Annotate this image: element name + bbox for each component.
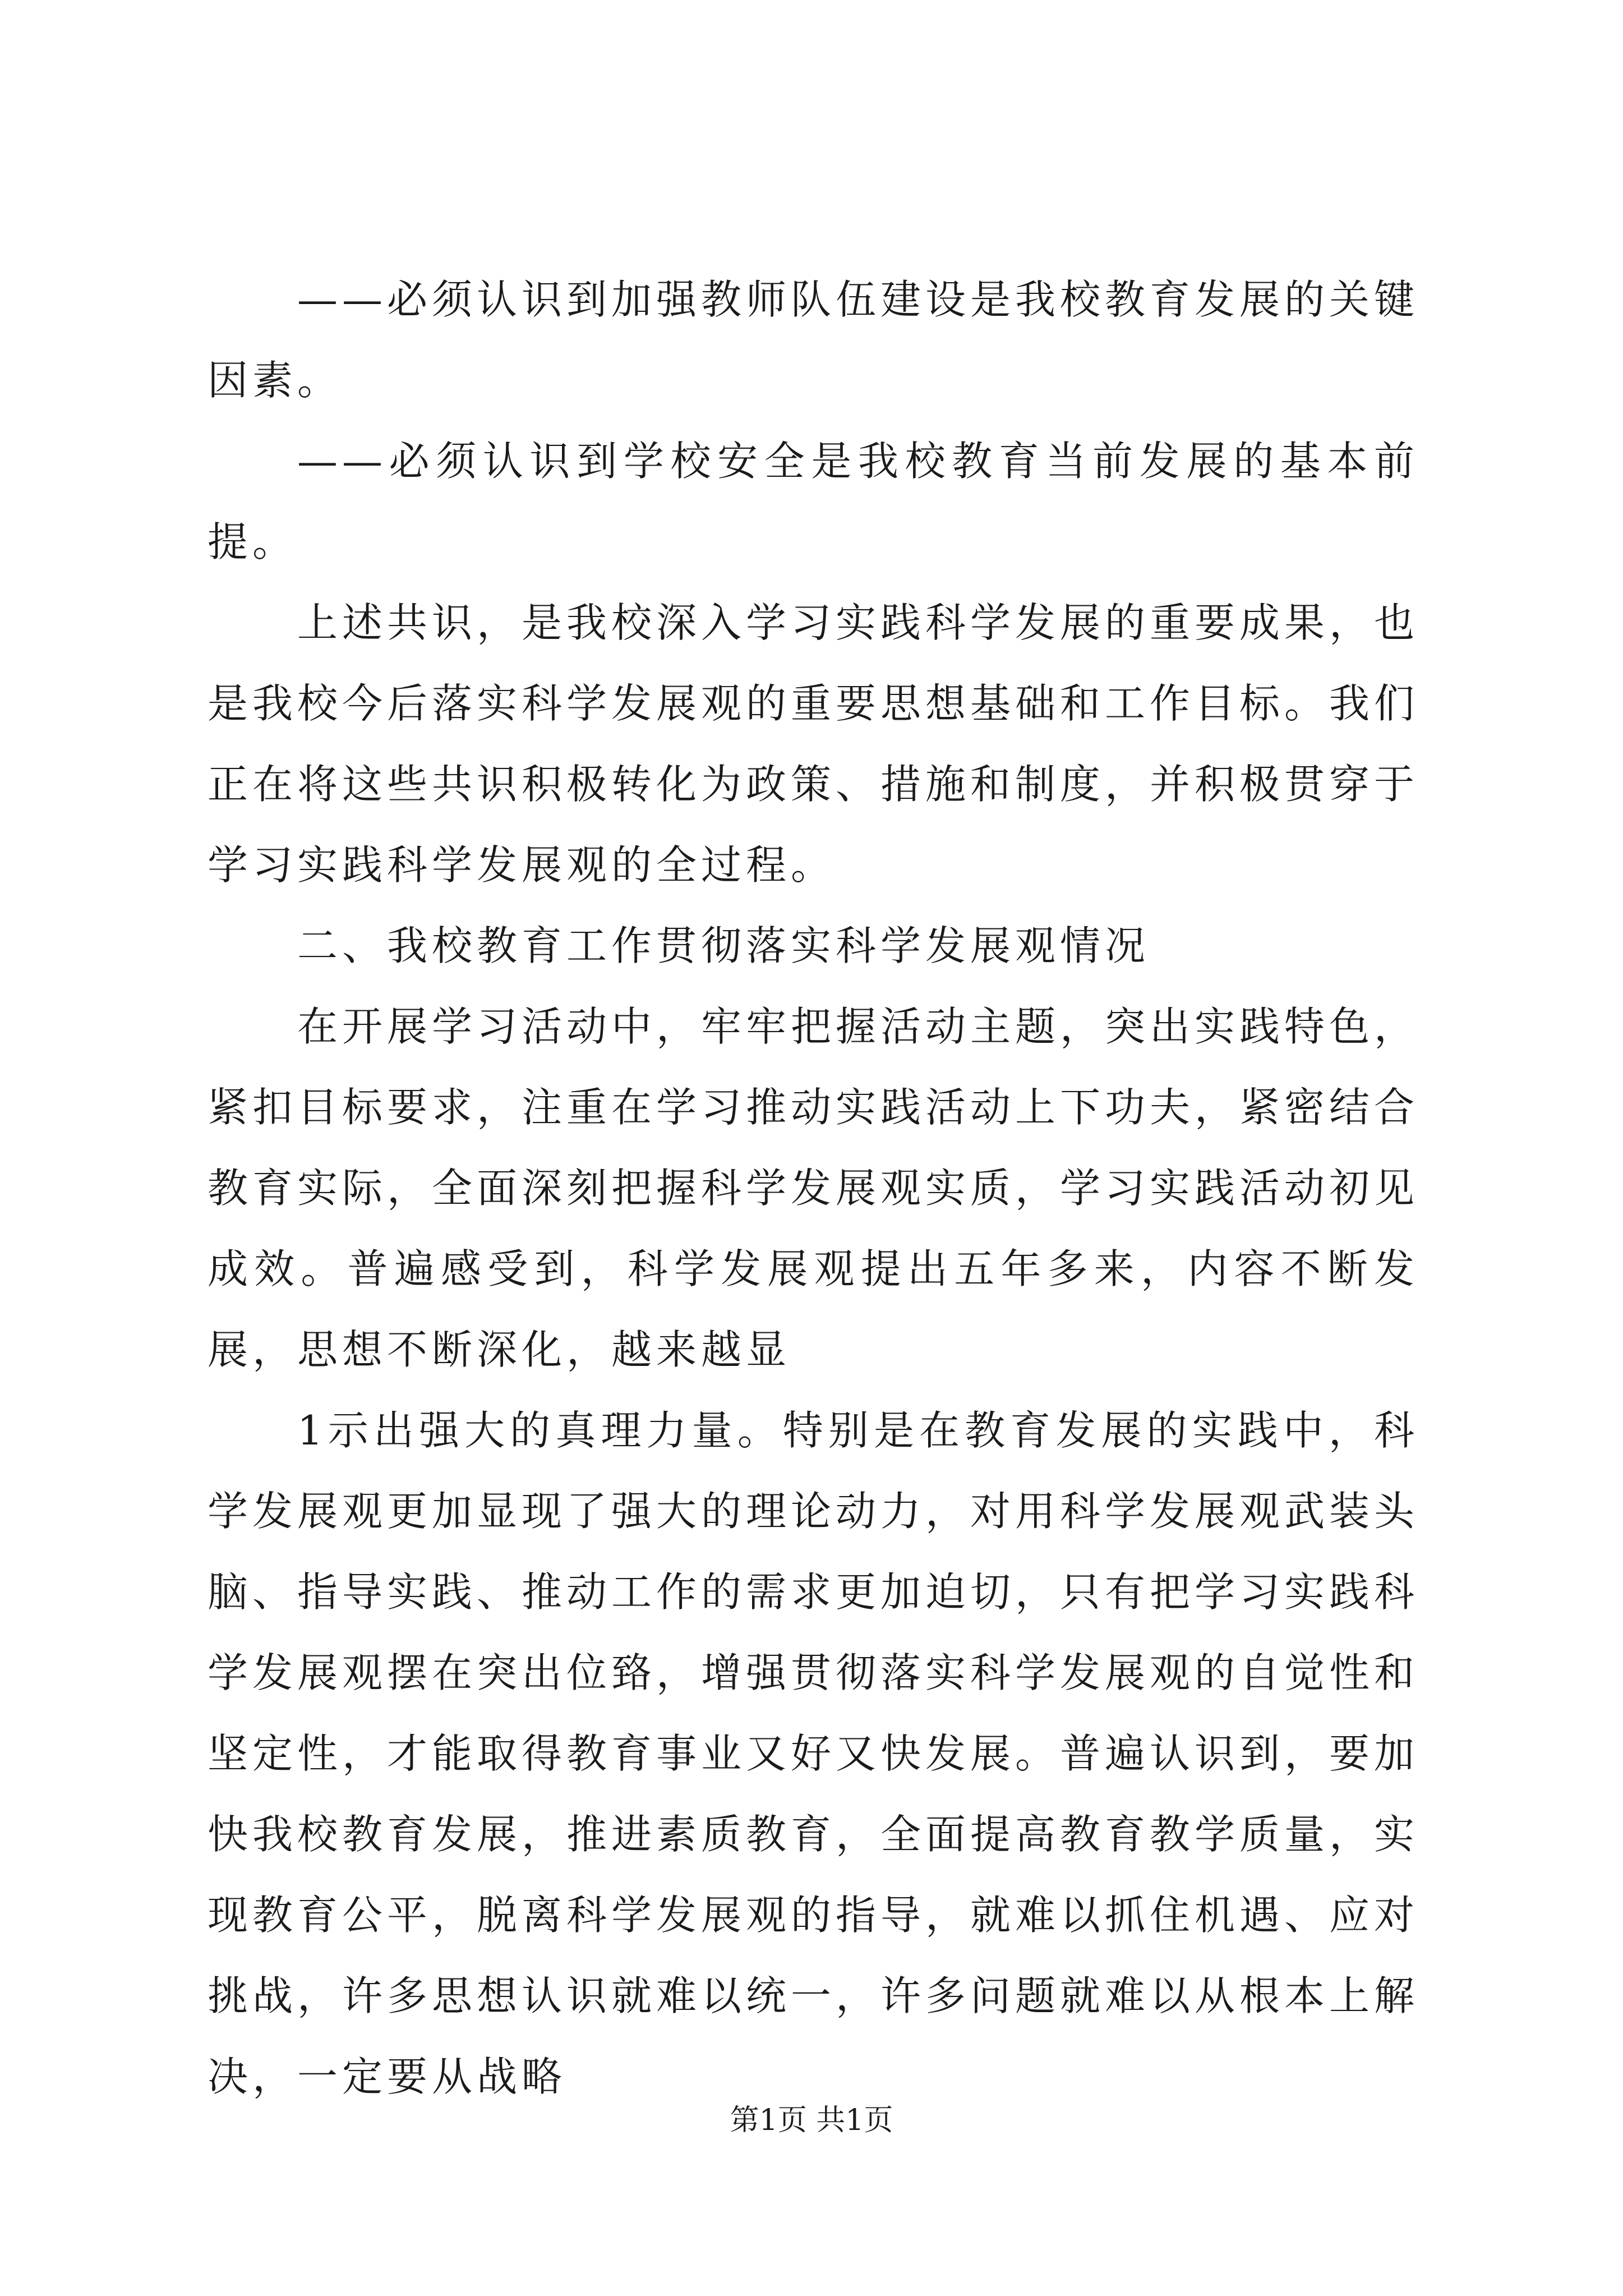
paragraph-teacher-team: ——必须认识到加强教师队伍建设是我校教育发展的关键因素。	[208, 276, 1419, 404]
paragraph-consensus: 上述共识，是我校深入学习实践科学发展的重要成果，也是我校今后落实科学发展观的重要思想基础和工作目标。我们正在将这些共识积极转化为政策、措施和制度，并积极贯穿于学习实践科学发展观的全过程。	[208, 599, 1419, 889]
section-heading-two: 二、我校教育工作贯彻落实科学发展观情况	[297, 922, 1150, 969]
page-footer: 第1页 共1页	[730, 2104, 893, 2137]
paragraph-truth-power: 1示出强大的真理力量。特别是在教育发展的实践中，科学发展观更加显现了强大的理论动力，对用科学发展观武装头脑、指导实践、推动工作的需求更加迫切，只有把学习实践科学发展观摆在突出位臵，增强贯彻落实科学发展观的自觉性和坚定性，才能取得教育事业又好又快发展。普遍认识到，要加快我校教育发展，推进素质教育，全面提高教育教学质量，实现教育公平，脱离科学发展观的指导，就难以抓住机遇、应对挑战，许多思想认识就难以统一，许多问题就难以从根本上解决，一定要从战略	[208, 1407, 1419, 2100]
paragraph-school-safety: ——必须认识到学校安全是我校教育当前发展的基本前提。	[208, 438, 1419, 565]
document-body	[208, 259, 1419, 2117]
paragraph-learning-activities: 在开展学习活动中，牢牢把握活动主题，突出实践特色，紧扣目标要求，注重在学习推动实践活动上下功夫，紧密结合教育实际，全面深刻把握科学发展观实质，学习实践活动初见成效。普遍感受到，科学发展观提出五年多来，内容不断发展，思想不断深化，越来越显	[208, 1003, 1419, 1373]
